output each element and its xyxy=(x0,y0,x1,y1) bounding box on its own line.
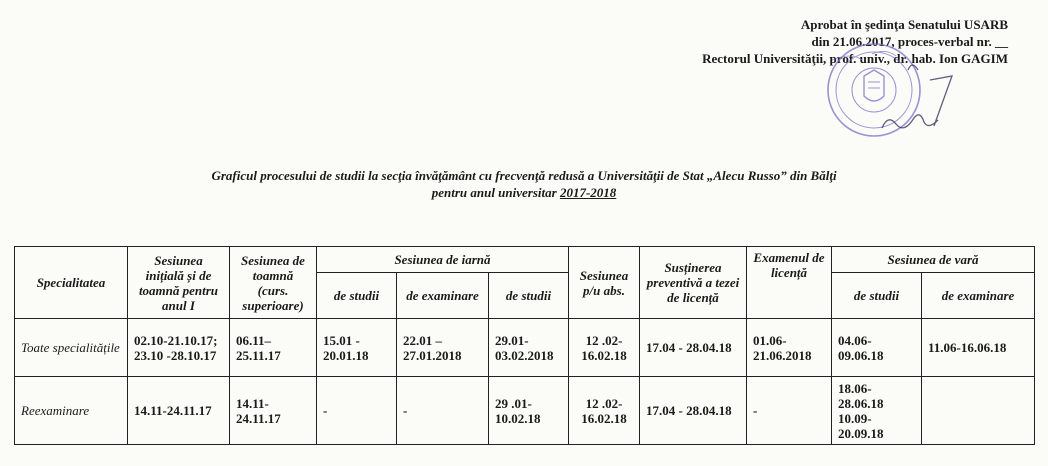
cell-toamna: 14.11-24.11.17 xyxy=(230,377,317,445)
cell-toamna: 06.11–25.11.17 xyxy=(230,319,317,377)
cell-pu-abs: 12 .02-16.02.18 xyxy=(569,319,640,377)
university-seal-stamp xyxy=(812,40,962,140)
header-sesiunea-toamna: Sesiunea de toamnă (curs. superioare) xyxy=(230,247,317,319)
title-line-1: Graficul procesului de studii la secţia învăţământ cu frecvenţă redusă a Universităţii de Stat „Alecu Russo” din Bălţi xyxy=(211,168,837,183)
vara-studii-line-2: 10.09-20.09.18 xyxy=(838,410,884,441)
document-title xyxy=(0,167,1048,201)
header-sustinerea: Susținerea preventivă a tezei de licență xyxy=(640,247,747,319)
title-line-2 xyxy=(0,184,1048,201)
cell-vara-examinare: 11.06-16.06.18 xyxy=(922,319,1035,377)
cell-iarna-studii-2: 29.01-03.02.2018 xyxy=(489,319,569,377)
cell-iarna-studii-1: 15.01 - 20.01.18 xyxy=(317,319,397,377)
academic-year: 2017-2018 xyxy=(559,185,617,200)
vara-studii-line-1: 18.06-28.06.18 xyxy=(838,380,884,411)
header-iarna-studii-1: de studii xyxy=(317,273,397,319)
table-row xyxy=(15,377,1035,445)
header-sesiunea-pu-abs: Sesiunea p/u abs. xyxy=(569,247,640,319)
approval-line-1: Aprobat în şedinţa Senatului USARB xyxy=(800,17,1008,32)
schedule-table xyxy=(14,246,1035,445)
header-vara-studii: de studii xyxy=(832,273,922,319)
cell-vara-studii: 04.06-09.06.18 xyxy=(832,319,922,377)
cell-pu-abs: 12 .02-16.02.18 xyxy=(569,377,640,445)
header-sesiunea-iarna: Sesiunea de iarnă xyxy=(317,247,569,273)
cell-iarna-examinare: - xyxy=(397,377,489,445)
header-sesiunea-vara: Sesiunea de vară xyxy=(832,247,1035,273)
header-iarna-studii-2: de studii xyxy=(489,273,569,319)
title-line-2-prefix: pentru anul universitar xyxy=(431,185,560,200)
cell-vara-studii xyxy=(832,377,922,445)
cell-iarna-examinare: 22.01 – 27.01.2018 xyxy=(397,319,489,377)
approval-line-2: din 21.06.2017, proces-verbal nr. __ xyxy=(811,34,1008,49)
cell-examenul: 01.06-21.06.2018 xyxy=(747,319,832,377)
header-sesiunea-initiala: Sesiunea inițială și de toamnă pentru anul I xyxy=(128,247,230,319)
cell-initiala: 14.11-24.11.17 xyxy=(128,377,230,445)
cell-vara-examinare xyxy=(922,377,1035,445)
cell-specialitatea: Reexaminare xyxy=(15,377,128,445)
header-vara-examinare: de examinare xyxy=(922,273,1035,319)
table-row xyxy=(15,319,1035,377)
header-examenul-licenta: Examenul de licență xyxy=(747,247,832,319)
header-row-1 xyxy=(15,247,1035,273)
cell-iarna-studii-2: 29 .01-10.02.18 xyxy=(489,377,569,445)
cell-sustinerea: 17.04 - 28.04.18 xyxy=(640,377,747,445)
cell-examenul: - xyxy=(747,377,832,445)
header-iarna-examinare: de examinare xyxy=(397,273,489,319)
cell-specialitatea: Toate specialitățile xyxy=(15,319,128,377)
cell-initiala: 02.10-21.10.17; 23.10 -28.10.17 xyxy=(128,319,230,377)
header-specialitatea: Specialitatea xyxy=(15,247,128,319)
approval-line-3: Rectorul Universităţii, prof. univ., dr. hab. Ion GAGIM xyxy=(702,51,1008,66)
cell-iarna-studii-1: - xyxy=(317,377,397,445)
cell-sustinerea: 17.04 - 28.04.18 xyxy=(640,319,747,377)
